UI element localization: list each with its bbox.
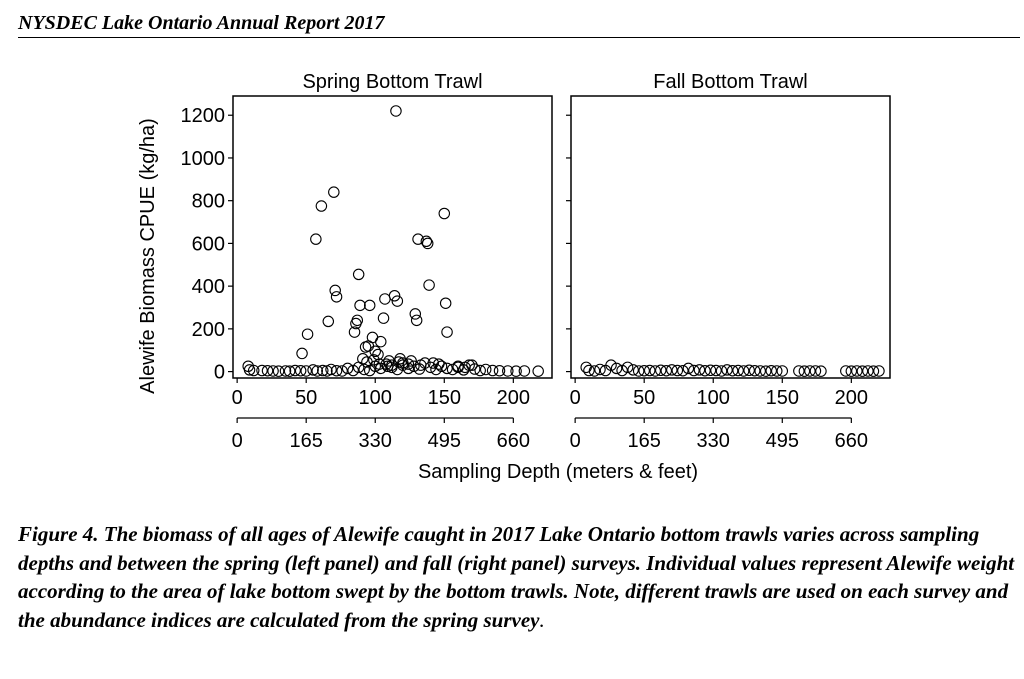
data-point [378,313,388,323]
x-tick-label-meters: 0 [569,387,581,409]
x-tick-label-feet: 0 [231,430,243,452]
plot-frame [571,96,890,378]
x-tick-label-feet: 495 [765,430,799,452]
x-tick-label-meters: 150 [765,387,799,409]
data-point [380,294,390,304]
x-tick-label-feet: 165 [289,430,323,452]
report-title: NYSDEC Lake Ontario Annual Report 2017 [18,12,385,34]
data-point [533,366,543,376]
figure-caption [18,520,1018,634]
y-tick-label: 1000 [180,147,225,170]
caption-text: Figure 4. The biomass of all ages of Alewife caught in 2017 Lake Ontario bottom trawls varies across sampling depths and between the spring (left panel) and fall (right panel) surveys. Individual values represent Alewife weight according to the area of lake bottom swept by the bottom trawls. Note, different trawls are used on each survey and the abundance indices are calculated from the spring survey [18,522,1015,632]
panel-title: Spring Bottom Trawl [302,71,483,93]
data-point [297,348,307,358]
data-point [355,300,365,310]
x-tick-label-feet: 0 [569,430,581,452]
data-point [329,187,339,197]
data-point [352,315,362,325]
y-tick-label: 1200 [180,105,225,128]
data-point [311,234,321,244]
data-point [365,300,375,310]
data-point [581,362,591,372]
data-point [424,280,434,290]
data-point [316,201,326,211]
x-tick-label-feet: 330 [696,430,730,452]
spring-panel [181,71,553,452]
x-axis-label: Sampling Depth (meters & feet) [417,461,699,483]
x-tick-label-meters: 100 [696,387,730,409]
data-point [440,298,450,308]
x-tick-label-meters: 200 [496,387,531,409]
y-tick-label: 400 [191,276,225,299]
x-tick-label-meters: 50 [633,387,656,409]
caption-tail: . [539,607,545,632]
data-point [353,269,363,279]
data-point [331,292,341,302]
data-point [411,315,421,325]
x-tick-label-feet: 660 [496,430,531,452]
data-point [302,329,312,339]
data-point [442,327,452,337]
x-tick-label-feet: 495 [427,430,461,452]
y-tick-label: 800 [191,190,225,213]
data-point [439,208,449,218]
x-tick-label-meters: 100 [358,387,392,409]
x-tick-label-meters: 0 [231,387,243,409]
data-point [323,316,333,326]
y-tick-label: 200 [191,318,225,341]
x-tick-label-feet: 660 [834,430,869,452]
x-tick-label-meters: 150 [427,387,461,409]
panel-title: Fall Bottom Trawl [653,71,808,93]
x-tick-label-feet: 165 [627,430,661,452]
y-tick-label: 0 [213,361,225,384]
fall-panel [566,71,890,452]
data-point [391,106,401,116]
x-tick-label-meters: 50 [295,387,318,409]
x-tick-label-meters: 200 [834,387,869,409]
data-point [376,336,386,346]
x-tick-label-feet: 330 [358,430,392,452]
y-axis-label: Alewife Biomass CPUE (kg/ha) [137,118,159,394]
y-tick-label: 600 [191,233,225,256]
plot-frame [233,96,552,378]
